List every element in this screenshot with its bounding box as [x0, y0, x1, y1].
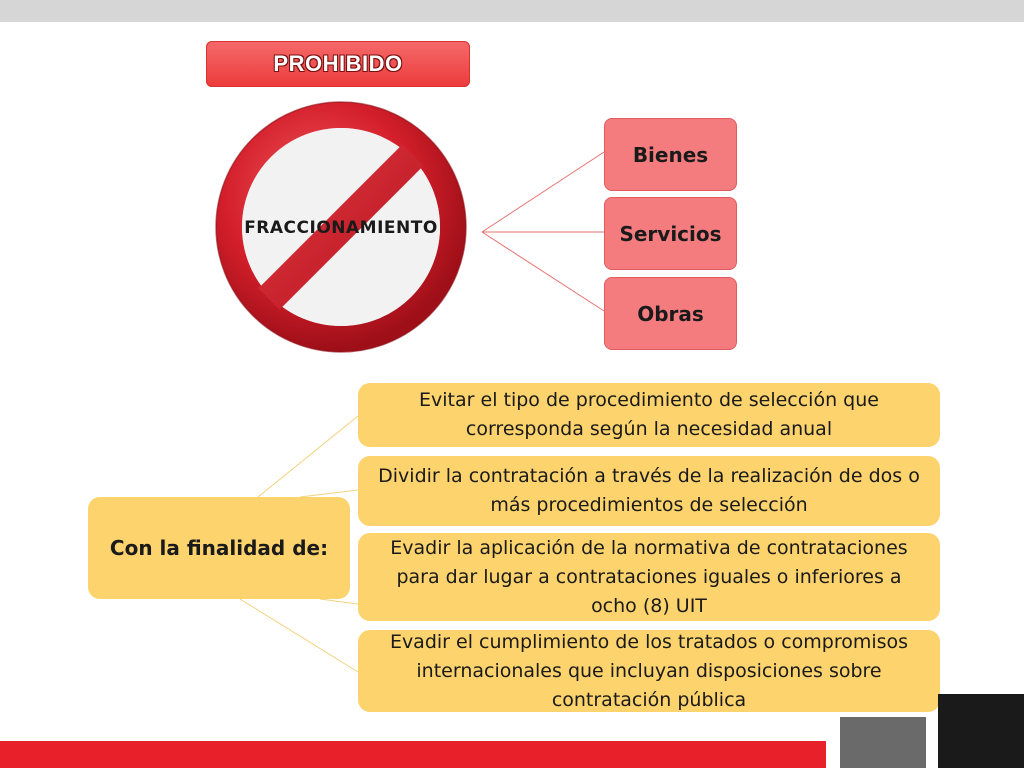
- finalidad-box: Con la finalidad de:: [88, 497, 350, 599]
- footer-gray-block: [840, 717, 926, 768]
- category-bienes: Bienes: [604, 118, 737, 191]
- prohibido-banner: PROHIBIDO: [206, 41, 470, 87]
- category-obras: Obras: [604, 277, 737, 350]
- footer-black-block: [938, 694, 1024, 768]
- fraccionamiento-label: FRACCIONAMIENTO: [244, 218, 438, 238]
- finalidad-item-3: Evadir la aplicación de la normativa de contrataciones para dar lugar a contrataciones iguales o inferiores a ocho (8) UIT: [358, 533, 940, 621]
- footer-red-bar: [0, 741, 826, 768]
- finalidad-item-4: Evadir el cumplimiento de los tratados o compromisos internacionales que incluyan disposiciones sobre contratación pública: [358, 630, 940, 712]
- finalidad-item-1: Evitar el tipo de procedimiento de selección que corresponda según la necesidad anual: [358, 383, 940, 447]
- finalidad-item-2: Dividir la contratación a través de la realización de dos o más procedimientos de selección: [358, 456, 940, 526]
- category-servicios: Servicios: [604, 197, 737, 270]
